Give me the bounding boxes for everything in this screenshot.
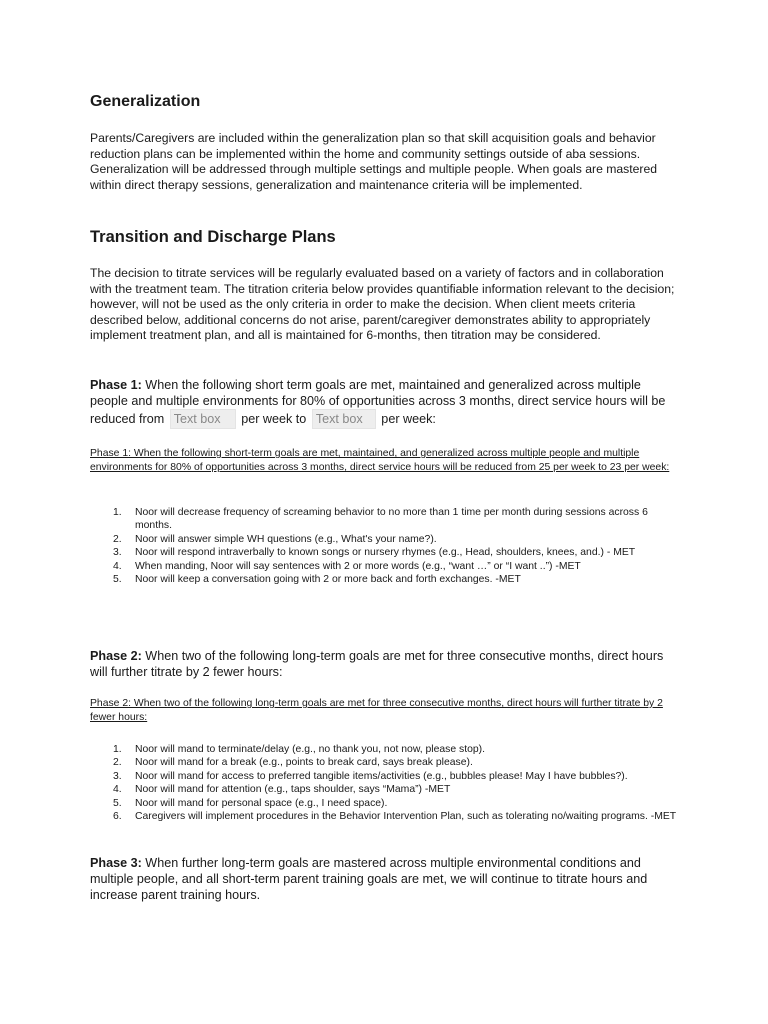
list-item-number: 5. xyxy=(113,574,122,586)
list-item-number: 3. xyxy=(113,547,122,559)
list-item-number: 4. xyxy=(113,784,122,796)
list-item xyxy=(90,546,680,559)
generalization-paragraph: Parents/Caregivers are included within the generalization plan so that skill acquisition goals and behavior reduction plans can be implemented within the home and community settings outside of aba sessions. Generalization will be addressed through multiple settings and multiple people. When goals are mastered within direct therapy sessions, generalization and maintenance criteria will be implemented. xyxy=(90,131,658,192)
transition-paragraph: The decision to titrate services will be regularly evaluated based on a variety of factors and in collaboration with the treatment team. The titration criteria below provides quantifiable information relevant to the decision; however, will not be used as the only criteria in order to make the decision. When client meets criteria described below, additional concerns do not arise, parent/caregiver demonstrates ability to appropriately implement treatment plan, and all is maintained for 6-months, then titration may be considered. xyxy=(90,266,675,343)
list-item-number: 4. xyxy=(113,560,122,572)
list-item xyxy=(90,783,680,796)
phase1-text-b: per week to xyxy=(237,412,310,427)
transition-heading: Transition and Discharge Plans xyxy=(90,228,336,246)
phase2-filled-text: Phase 2: When two of the following long-term goals are met for three consecutive months, direct hours will further titrate by 2 fewer hours: xyxy=(90,698,663,723)
phase2-text: When two of the following long-term goals are met for three consecutive months, direct hours will further titrate by 2 fewer hours: xyxy=(90,649,664,680)
list-item-number: 2. xyxy=(113,533,122,545)
list-item xyxy=(90,506,680,533)
phase1-label: Phase 1: xyxy=(90,378,142,392)
generalization-heading: Generalization xyxy=(90,93,201,110)
list-item xyxy=(90,533,680,546)
phase3-paragraph xyxy=(90,855,680,904)
list-item xyxy=(90,797,680,810)
list-item-text: Noor will keep a conversation going with 2 or more back and forth exchanges. -MET xyxy=(135,574,521,586)
list-item-text: Noor will mand for access to preferred tangible items/activities (e.g., bubbles please! May I have bubbles?). xyxy=(135,770,628,782)
list-item xyxy=(90,810,680,823)
phase2-paragraph xyxy=(90,648,680,680)
phase2-goal-list xyxy=(90,743,680,823)
list-item-number: 6. xyxy=(113,811,122,823)
list-item-text: Noor will respond intraverbally to known songs or nursery rhymes (e.g., Head, shoulders, knees, and.) - MET xyxy=(135,547,636,559)
list-item-text: Noor will mand to terminate/delay (e.g., no thank you, not now, please stop). xyxy=(135,744,486,755)
phase1-goal-list xyxy=(90,506,680,586)
list-item-number: 1. xyxy=(113,744,122,755)
phase2-label: Phase 2: xyxy=(90,649,142,663)
list-item xyxy=(90,743,680,756)
list-item-number: 1. xyxy=(113,507,122,518)
list-item-text: Noor will decrease frequency of screaming behavior to no more than 1 time per month during sessions across 6 months. xyxy=(135,507,648,532)
list-item-number: 2. xyxy=(113,757,122,769)
list-item-text: Noor will mand for personal space (e.g., I need space). xyxy=(135,797,388,809)
list-item-text: Noor will mand for a break (e.g., points to break card, says break please). xyxy=(135,757,473,769)
phase1-filled-text: Phase 1: When the following short-term goals are met, maintained, and generalized across multiple people and multiple environments for 80% of opportunities across 3 months, direct service hours will be reduced from 25 per week to 23 per week: xyxy=(90,448,670,473)
hours-to-textbox[interactable]: Text box xyxy=(312,409,376,429)
phase1-text-c: per week: xyxy=(377,412,436,427)
list-item-text: Caregivers will implement procedures in the Behavior Intervention Plan, such as tolerating no/waiting programs. -MET xyxy=(135,811,677,823)
list-item-text: Noor will answer simple WH questions (e.g., What's your name?). xyxy=(135,533,437,545)
phase1-text-a: When the following short term goals are met, maintained and generalized across multiple people and multiple environments for 80% of opportunities across 3 months, direct service hours will be reduced from xyxy=(90,378,666,427)
hours-from-textbox[interactable]: Text box xyxy=(170,409,236,429)
list-item xyxy=(90,770,680,783)
phase1-paragraph xyxy=(90,377,680,429)
list-item-number: 3. xyxy=(113,770,122,782)
phase3-label: Phase 3: xyxy=(90,856,142,870)
phase3-text: When further long-term goals are mastered across multiple environmental conditions and multiple people, and all short-term parent training goals are met, we will continue to titrate hours and increase parent training hours. xyxy=(90,856,648,903)
list-item-text: When manding, Noor will say sentences with 2 or more words (e.g., “want …” or “I want ..”) -MET xyxy=(135,560,581,572)
list-item xyxy=(90,573,680,586)
list-item xyxy=(90,756,680,769)
list-item xyxy=(90,560,680,573)
list-item-text: Noor will mand for attention (e.g., taps shoulder, says “Mama”) -MET xyxy=(135,784,451,796)
list-item-number: 5. xyxy=(113,797,122,809)
